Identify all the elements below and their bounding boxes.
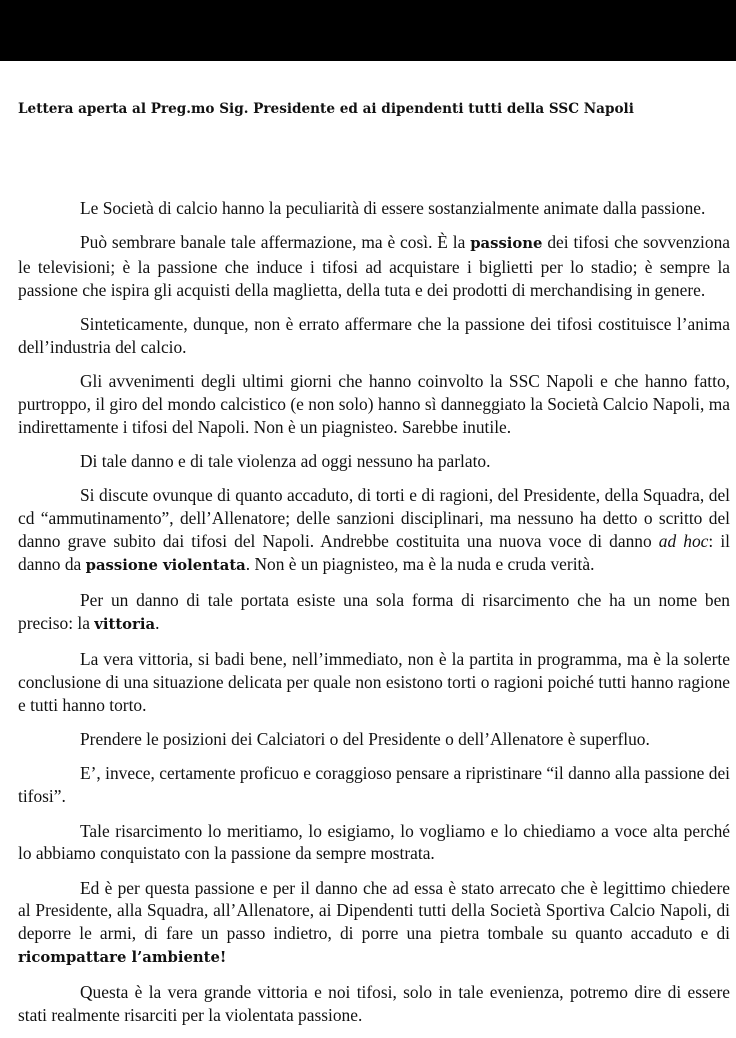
paragraph-text: Per un danno di tale portata esiste una sola forma di risarcimento che ha un nome ben preciso: la	[18, 590, 730, 633]
italic-text: ad hoc	[658, 531, 709, 552]
letter-body	[18, 197, 730, 1038]
letter-title: Lettera aperta al Preg.mo Sig. Presidente ed ai dipendenti tutti della SSC Napoli	[18, 101, 634, 117]
paragraph-text: .	[155, 612, 160, 633]
paragraph-text: Ed è per questa passione e per il danno che ad essa è stato arrecato che è legittimo chiedere al Presidente, alla Squadra, all’Allenatore, ai Dipendenti tutti della Società Sportiva Calcio Napoli, di deporre le armi, di fare un passo indietro, di porre una pietra tombale su quanto accaduto e di	[18, 877, 730, 944]
paragraph-text: : il danno da	[18, 531, 730, 574]
paragraph-text: Tale risarcimento lo meritiamo, lo esigiamo, lo vogliamo e lo chiediamo a voce alta perché lo abbiamo conquistato con la passione da sempre mostrata.	[18, 820, 730, 864]
letter-paragraph	[18, 981, 730, 1027]
letter-paragraph	[18, 648, 730, 716]
paragraph-text: . Non è un piagnisteo, ma è la nuda e cruda verità.	[245, 553, 595, 574]
letter-paragraph	[18, 820, 730, 866]
letter-paragraph	[18, 728, 730, 751]
top-bar	[0, 0, 736, 61]
paragraph-text: La vera vittoria, si badi bene, nell’immediato, non è la partita in programma, ma è la solerte conclusione di una situazione delicata per quale non esistono torti o ragioni poiché tutti hanno ragione e tutti hanno torto.	[18, 649, 730, 715]
paragraph-text: Sinteticamente, dunque, non è errato affermare che la passione dei tifosi costituisce l’anima dell’industria del calcio.	[18, 314, 730, 357]
paragraph-text: Prendere le posizioni dei Calciatori o del Presidente o dell’Allenatore è superfluo.	[80, 729, 650, 750]
paragraph-text: Può sembrare banale tale affermazione, ma è così. È la	[80, 232, 471, 253]
emphasis-text: ricompattare l’ambiente!	[18, 949, 227, 967]
letter-paragraph	[18, 197, 730, 220]
paragraph-text: E’, invece, certamente proficuo e coraggioso pensare a ripristinare “il danno alla passione dei tifosi”.	[18, 763, 730, 807]
paragraph-text: Si discute ovunque di quanto accaduto, di torti e di ragioni, del Presidente, della Squadra, del cd “ammutinamento”, dell’Allenatore; delle sanzioni disciplinari, ma nessuno ha detto o scritto del danno grave subito dai tifosi del Napoli. Andrebbe costituita una nuova voce di danno	[18, 485, 730, 552]
emphasis-text: vittoria	[94, 615, 156, 633]
letter-paragraph	[18, 231, 730, 301]
emphasis-text: passione violentata	[85, 556, 246, 574]
letter-paragraph	[18, 484, 730, 577]
paragraph-text: Le Società di calcio hanno la peculiarità di essere sostanzialmente animate dalla passione.	[80, 198, 706, 218]
paragraph-text: Questa è la vera grande vittoria e noi tifosi, solo in tale evenienza, potremo dire di essere stati realmente risarciti per la violentata passione.	[18, 982, 730, 1026]
paragraph-text: Di tale danno e di tale violenza ad oggi nessuno ha parlato.	[80, 451, 491, 472]
letter-paragraph	[18, 313, 730, 359]
paragraph-text: Gli avvenimenti degli ultimi giorni che hanno coinvolto la SSC Napoli e che hanno fatto, purtroppo, il giro del mondo calcistico (e non solo) hanno sì danneggiato la Società Calcio Napoli, ma indirettamente i tifosi del Napoli. Non è un piagnisteo. Sarebbe inutile.	[18, 371, 730, 437]
letter-paragraph	[18, 450, 730, 473]
paragraph-text: dei tifosi che sovvenziona le televisioni; è la passione che induce i tifosi ad acquistare i biglietti per lo stadio; è sempre la passione che ispira gli acquisti della maglietta, della tuta e dei prodotti di merchandising in genere.	[18, 232, 730, 300]
emphasis-text: passione	[470, 235, 543, 253]
letter-paragraph	[18, 762, 730, 808]
letter-paragraph	[18, 370, 730, 438]
letter-paragraph	[18, 877, 730, 970]
letter-paragraph	[18, 589, 730, 637]
